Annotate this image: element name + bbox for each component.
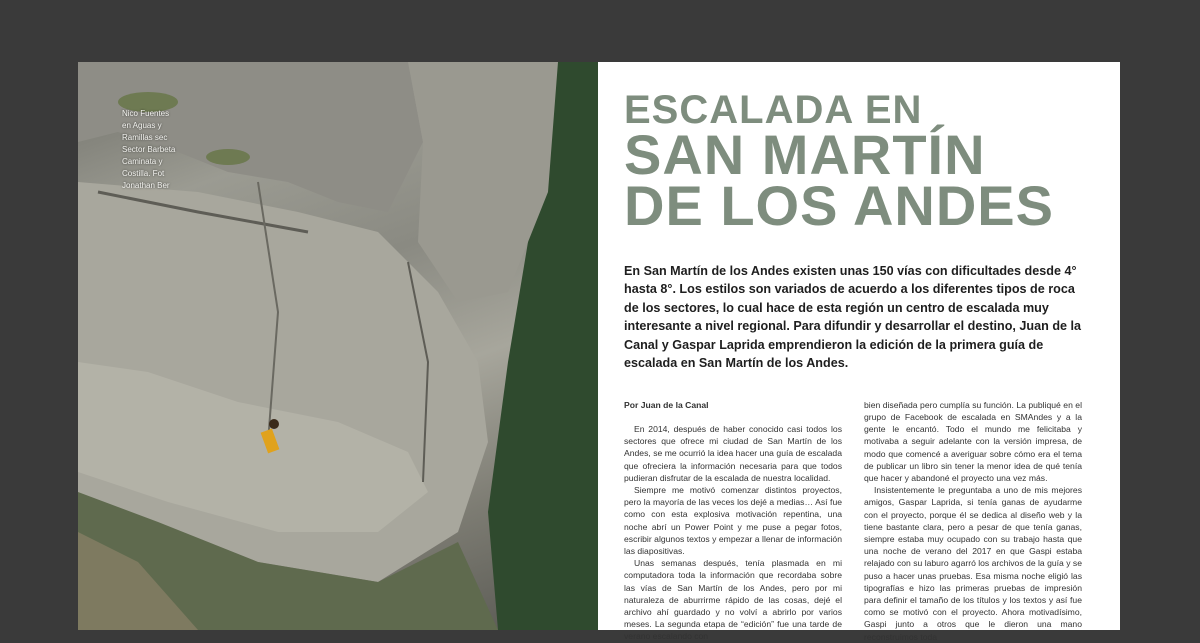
photo-caption	[122, 108, 192, 192]
paragraph: Siempre me motivó comenzar distintos proyectos, pero la mayoría de las veces los dejé a medias… Así fue como con esta explosiva motivación repentina, una noche abrí un Power Point y me puse a pegar fotos, escribir algunos textos y empezar a llenar de información las diapositivas.	[624, 485, 842, 557]
title-line-2: SAN MARTÍN	[624, 122, 986, 186]
paragraph: Insistentemente le preguntaba a uno de mis mejores amigos, Gaspar Laprida, si tenía ganas de ayudarme con el proyecto, porque él se dedica al diseño web y la tiene bastante clara, pero a pesar de que tenía ganas, siempre estaba muy ocupado con su trabajo hasta que una noche de verano del 2017 en que Gaspi estaba relajado con su laburo agarró los archivos de la guía y se puso a hacer unas pruebas. Esa misma noche eligió las tipografías e hizo las primeras pruebas de impresión para definir el tamaño de los títulos y los textos y así fue como se motivó con el proyecto. Ahora motivadísimo, Gaspi junto a otros que le dieron una mano reconstruimos toda	[864, 485, 1082, 642]
body-column-2	[864, 399, 1082, 643]
byline: Por Juan de la Canal	[624, 399, 709, 410]
paragraph: Unas semanas después, tenía plasmada en mi computadora toda la información que recordaba sobre las vías de San Martín de los Andes, pero por mi naturaleza de aburrirme rápido de las cosas, dejé el archivo ahí guardado y no volví a abrirlo por varios meses. La segunda etapa de “edición” fue una tarde de verano escalando con	[624, 558, 842, 642]
article-title	[624, 88, 1092, 238]
article-page	[598, 62, 1120, 642]
paragraph: En 2014, después de haber conocido casi todos los sectores que ofrece mi ciudad de San Martín de los Andes, se me ocurrió la idea hacer una guía de escalada que ofreciera la información necesaria para que todos pudieran disfrutar de la escalada de nuestra localidad.	[624, 424, 842, 483]
caption-line: Jonathan Ber	[122, 181, 170, 190]
caption-line: Costilla. Fot	[122, 169, 165, 178]
paragraph: bien diseñada pero cumplía su función. La publiqué en el grupo de Facebook de escalada en SMAndes y a la gente le encantó. Todo el mundo me felicitaba y motivaba a seguir adelante con la versión impresa, de modo que comencé a averiguar sobre cómo era el tema de publicar un libro sin tener la menor idea de qué tenía que hacer y abandoné el proyecto una vez más.	[864, 399, 1082, 484]
article-lede: En San Martín de los Andes existen unas 150 vías con dificultades desde 4° hasta 8°. Los estilos son variados de acuerdo a los diferentes tipos de roca de los sectores, lo cual hace de esta región un centro de escalada muy interesante a nivel regional. Para difundir y desarrollar el destino, Juan de la Canal y Gaspar Laprida emprendieron la edición de la primera guía de escalada en San Martín de los Andes.	[624, 263, 1082, 371]
caption-line: en Aguas y	[122, 121, 162, 130]
caption-line: Sector Barbeta	[122, 145, 176, 154]
caption-line: Caminata y	[122, 157, 163, 166]
article-body	[624, 399, 1092, 643]
magazine-spread	[78, 62, 1120, 642]
title-line-3: DE LOS ANDES	[624, 174, 1054, 238]
body-column-1	[624, 399, 842, 643]
caption-line: Nico Fuentes	[122, 109, 170, 118]
title-line-1: ESCALADA EN	[624, 88, 923, 132]
climbing-photo	[78, 62, 598, 630]
caption-line: Ramillas sec	[122, 133, 168, 142]
